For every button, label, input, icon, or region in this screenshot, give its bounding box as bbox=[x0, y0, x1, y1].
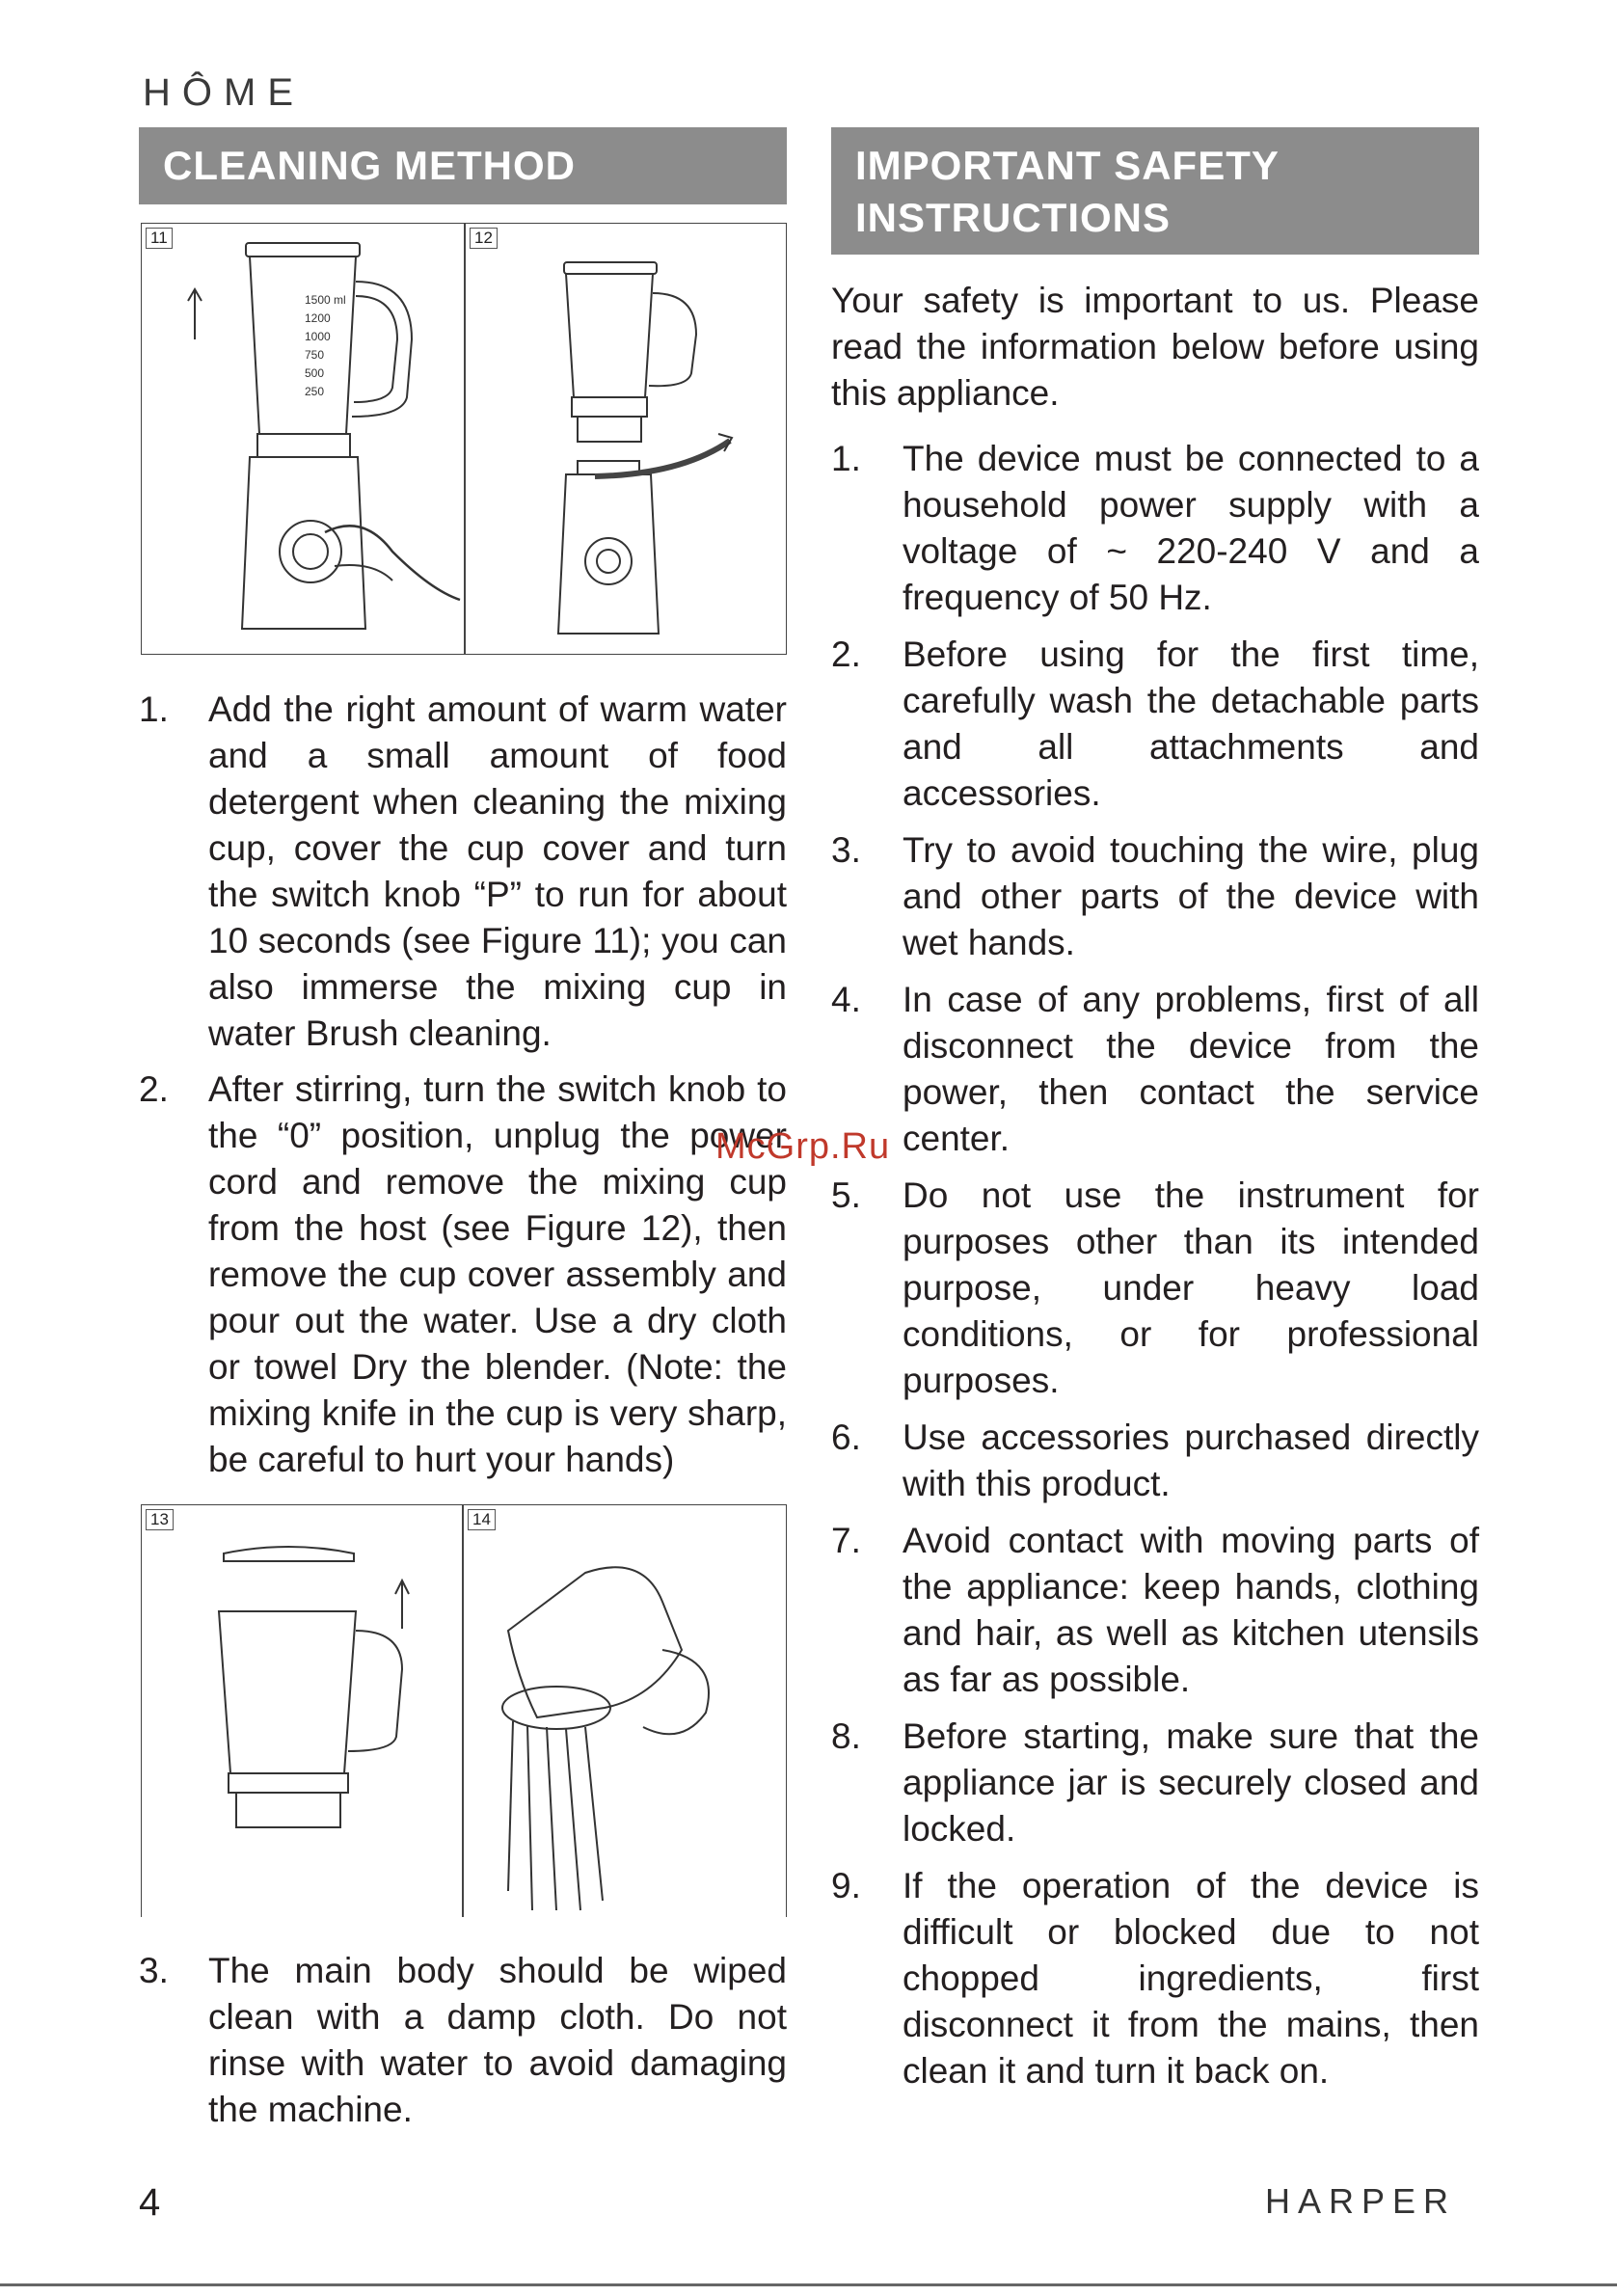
figures-13-14 bbox=[141, 1504, 787, 1917]
item-text: Use accessories purchased directly with this product. bbox=[903, 1418, 1479, 1503]
list-item bbox=[831, 632, 1479, 817]
item-text: If the operation of the device is difficult or blocked due to not chopped ingredients, first disconnect it from the mains, then clean it and turn it back on. bbox=[903, 1866, 1479, 2091]
jar-mark: 250 bbox=[305, 385, 325, 398]
item-text: Add the right amount of warm water and a small amount of food detergent when cleaning the mixing cup, cover the cup cover and turn the switch knob “P” to run for about 10 seconds (see Figure 11); you can also immerse the mixing cup in water Brush cleaning. bbox=[208, 689, 787, 1053]
item-text: The device must be connected to a household power supply with a voltage of ~ 220-240 V and a frequency of 50 Hz. bbox=[903, 439, 1479, 617]
jar-mark: 750 bbox=[305, 348, 325, 362]
jar-mark: 500 bbox=[305, 366, 325, 380]
item-number: 2. bbox=[139, 1069, 169, 1109]
home-logo: HÔME bbox=[143, 71, 305, 114]
list-item bbox=[831, 1173, 1479, 1404]
item-number: 4. bbox=[831, 980, 861, 1019]
list-item bbox=[831, 436, 1479, 621]
cleaning-method-heading: CLEANING METHOD bbox=[139, 127, 787, 204]
item-number: 3. bbox=[831, 830, 861, 870]
item-number: 6. bbox=[831, 1418, 861, 1457]
item-number: 1. bbox=[139, 689, 169, 729]
item-text: Before starting, make sure that the appliance jar is securely closed and locked. bbox=[903, 1716, 1479, 1849]
item-number: 8. bbox=[831, 1716, 861, 1756]
list-item bbox=[831, 827, 1479, 966]
cleaning-steps-a bbox=[139, 687, 787, 1483]
watermark: McGrp.Ru bbox=[715, 1126, 891, 1167]
figure-number: 12 bbox=[470, 228, 498, 249]
figures-11-12 bbox=[141, 223, 787, 655]
item-number: 2. bbox=[831, 635, 861, 674]
safety-heading: IMPORTANT SAFETY INSTRUCTIONS bbox=[831, 127, 1479, 255]
list-item bbox=[831, 1863, 1479, 2094]
jar-illustration bbox=[142, 1505, 788, 1918]
figure-number: 13 bbox=[146, 1509, 174, 1530]
list-item bbox=[831, 977, 1479, 1162]
blender-illustration bbox=[142, 224, 788, 656]
page-number: 4 bbox=[139, 2181, 161, 2224]
cleaning-steps-b bbox=[139, 1948, 787, 2133]
figure-number: 11 bbox=[146, 228, 173, 249]
list-item bbox=[139, 1067, 787, 1483]
item-text: In case of any problems, first of all disconnect the device from the power, then contact the service center. bbox=[903, 980, 1479, 1158]
safety-instructions-list bbox=[831, 436, 1479, 2094]
list-item bbox=[139, 687, 787, 1057]
list-item bbox=[831, 1415, 1479, 1507]
item-number: 1. bbox=[831, 439, 861, 478]
list-item bbox=[139, 1948, 787, 2133]
harper-logo: HARPER bbox=[1265, 2181, 1457, 2221]
list-item bbox=[831, 1518, 1479, 1703]
list-item bbox=[831, 1714, 1479, 1852]
bottom-rule bbox=[0, 2283, 1617, 2286]
safety-intro: Your safety is important to us. Please read the information below before using this appliance. bbox=[831, 281, 1479, 413]
item-text: Avoid contact with moving parts of the appliance: keep hands, clothing and hair, as well as kitchen utensils as far as possible. bbox=[903, 1521, 1479, 1699]
jar-scale-labels bbox=[305, 291, 346, 401]
item-text: After stirring, turn the switch knob to the “0” position, unplug the power cord and remove the mixing cup from the host (see Figure 12), then remove the cup cover assembly and pour out the water. Use a dry cloth or towel Dry the blender. (Note: the mixing knife in the cup is very sharp, be careful to hurt your hands) bbox=[208, 1069, 787, 1479]
item-number: 5. bbox=[831, 1175, 861, 1215]
item-text: Do not use the instrument for purposes other than its intended purpose, under heavy load conditions, or for professional purposes. bbox=[903, 1175, 1479, 1400]
item-text: The main body should be wiped clean with a damp cloth. Do not rinse with water to avoid damaging the machine. bbox=[208, 1951, 787, 2129]
jar-mark: 1500 ml bbox=[305, 293, 346, 307]
item-text: Try to avoid touching the wire, plug and other parts of the device with wet hands. bbox=[903, 830, 1479, 962]
item-number: 9. bbox=[831, 1866, 861, 1905]
jar-mark: 1000 bbox=[305, 330, 331, 343]
item-number: 7. bbox=[831, 1521, 861, 1560]
item-number: 3. bbox=[139, 1951, 169, 1990]
item-text: Before using for the first time, carefully wash the detachable parts and all attachments and accessories. bbox=[903, 635, 1479, 813]
jar-mark: 1200 bbox=[305, 311, 331, 325]
figure-number: 14 bbox=[468, 1509, 496, 1530]
